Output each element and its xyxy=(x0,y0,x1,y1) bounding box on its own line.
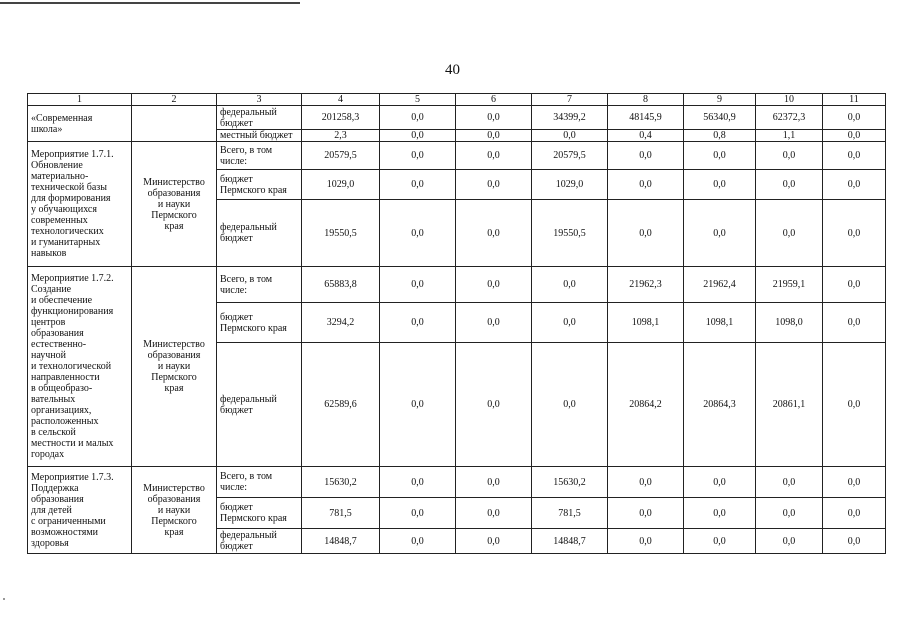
funding-source-cell: федеральный бюджет xyxy=(217,200,302,267)
value-cell: 48145,9 xyxy=(608,106,684,130)
value-cell: 0,0 xyxy=(756,170,823,200)
value-cell: 0,0 xyxy=(684,170,756,200)
value-cell: 20579,5 xyxy=(302,142,380,170)
value-cell: 0,0 xyxy=(823,303,886,343)
value-cell: 0,0 xyxy=(823,467,886,498)
value-cell: 15630,2 xyxy=(302,467,380,498)
column-number: 7 xyxy=(532,94,608,106)
value-cell: 1098,1 xyxy=(684,303,756,343)
value-cell: 0,0 xyxy=(823,267,886,303)
measure-cell: «Современная школа» xyxy=(28,106,132,142)
column-number: 2 xyxy=(132,94,217,106)
value-cell: 0,0 xyxy=(380,106,456,130)
responsible-org-cell xyxy=(132,106,217,142)
value-cell: 14848,7 xyxy=(532,529,608,554)
column-number: 11 xyxy=(823,94,886,106)
funding-source-cell: федеральный бюджет xyxy=(217,343,302,467)
column-number: 1 xyxy=(28,94,132,106)
value-cell: 65883,8 xyxy=(302,267,380,303)
value-cell: 0,0 xyxy=(532,267,608,303)
value-cell: 0,8 xyxy=(684,130,756,142)
value-cell: 3294,2 xyxy=(302,303,380,343)
scan-edge-line xyxy=(0,2,300,4)
value-cell: 781,5 xyxy=(532,498,608,529)
table-row xyxy=(28,467,886,498)
value-cell: 2,3 xyxy=(302,130,380,142)
value-cell: 62589,6 xyxy=(302,343,380,467)
value-cell: 0,0 xyxy=(380,170,456,200)
value-cell: 21962,4 xyxy=(684,267,756,303)
responsible-org-cell: Министерство образования и науки Пермского края xyxy=(132,142,217,267)
value-cell: 0,0 xyxy=(608,170,684,200)
value-cell: 20579,5 xyxy=(532,142,608,170)
responsible-org-cell: Министерство образования и науки Пермского края xyxy=(132,267,217,467)
value-cell: 781,5 xyxy=(302,498,380,529)
column-number: 10 xyxy=(756,94,823,106)
funding-source-cell: бюджет Пермского края xyxy=(217,170,302,200)
value-cell: 0,0 xyxy=(823,130,886,142)
value-cell: 0,0 xyxy=(823,529,886,554)
value-cell: 0,0 xyxy=(456,142,532,170)
value-cell: 20864,2 xyxy=(608,343,684,467)
budget-table xyxy=(27,93,886,554)
value-cell: 0,0 xyxy=(608,142,684,170)
value-cell: 0,0 xyxy=(380,267,456,303)
responsible-org-cell: Министерство образования и науки Пермского края xyxy=(132,467,217,554)
table-row xyxy=(28,142,886,170)
value-cell: 1029,0 xyxy=(302,170,380,200)
column-number: 3 xyxy=(217,94,302,106)
value-cell: 62372,3 xyxy=(756,106,823,130)
value-cell: 0,0 xyxy=(756,529,823,554)
value-cell: 0,0 xyxy=(823,170,886,200)
value-cell: 0,0 xyxy=(456,170,532,200)
value-cell: 0,0 xyxy=(823,498,886,529)
value-cell: 0,0 xyxy=(756,200,823,267)
value-cell: 0,0 xyxy=(532,303,608,343)
value-cell: 0,0 xyxy=(380,467,456,498)
value-cell: 0,0 xyxy=(823,142,886,170)
funding-source-cell: федеральный бюджет xyxy=(217,529,302,554)
value-cell: 0,0 xyxy=(456,106,532,130)
value-cell: 0,0 xyxy=(684,467,756,498)
value-cell: 0,0 xyxy=(380,303,456,343)
value-cell: 0,0 xyxy=(532,343,608,467)
value-cell: 0,0 xyxy=(756,467,823,498)
value-cell: 0,0 xyxy=(608,498,684,529)
column-number: 9 xyxy=(684,94,756,106)
value-cell: 1098,0 xyxy=(756,303,823,343)
value-cell: 0,4 xyxy=(608,130,684,142)
funding-source-cell: Всего, в том числе: xyxy=(217,267,302,303)
value-cell: 19550,5 xyxy=(532,200,608,267)
value-cell: 0,0 xyxy=(684,200,756,267)
value-cell: 0,0 xyxy=(684,498,756,529)
value-cell: 56340,9 xyxy=(684,106,756,130)
column-number: 6 xyxy=(456,94,532,106)
value-cell: 15630,2 xyxy=(532,467,608,498)
column-number: 8 xyxy=(608,94,684,106)
funding-source-cell: Всего, в том числе: xyxy=(217,142,302,170)
measure-cell: Мероприятие 1.7.2. Создание и обеспечение функционирования центров образования естественно- научной и технологической направленности в общеобразо- вательных организациях, расположенных в сельской местности и малых городах xyxy=(28,267,132,467)
column-number: 4 xyxy=(302,94,380,106)
value-cell: 0,0 xyxy=(608,529,684,554)
value-cell: 1029,0 xyxy=(532,170,608,200)
value-cell: 0,0 xyxy=(380,130,456,142)
value-cell: 0,0 xyxy=(456,200,532,267)
value-cell: 21959,1 xyxy=(756,267,823,303)
scan-speck xyxy=(3,598,5,600)
value-cell: 0,0 xyxy=(608,200,684,267)
value-cell: 20864,3 xyxy=(684,343,756,467)
value-cell: 20861,1 xyxy=(756,343,823,467)
funding-source-cell: местный бюджет xyxy=(217,130,302,142)
value-cell: 0,0 xyxy=(684,529,756,554)
funding-source-cell: Всего, в том числе: xyxy=(217,467,302,498)
value-cell: 0,0 xyxy=(756,142,823,170)
value-cell: 34399,2 xyxy=(532,106,608,130)
funding-source-cell: бюджет Пермского края xyxy=(217,303,302,343)
value-cell: 0,0 xyxy=(456,467,532,498)
value-cell: 14848,7 xyxy=(302,529,380,554)
value-cell: 1,1 xyxy=(756,130,823,142)
value-cell: 0,0 xyxy=(456,303,532,343)
value-cell: 0,0 xyxy=(532,130,608,142)
value-cell: 0,0 xyxy=(456,529,532,554)
value-cell: 0,0 xyxy=(380,529,456,554)
value-cell: 1098,1 xyxy=(608,303,684,343)
value-cell: 0,0 xyxy=(823,343,886,467)
value-cell: 0,0 xyxy=(684,142,756,170)
value-cell: 21962,3 xyxy=(608,267,684,303)
funding-source-cell: бюджет Пермского края xyxy=(217,498,302,529)
value-cell: 0,0 xyxy=(823,106,886,130)
value-cell: 0,0 xyxy=(456,498,532,529)
value-cell: 0,0 xyxy=(456,130,532,142)
value-cell: 0,0 xyxy=(380,343,456,467)
column-number: 5 xyxy=(380,94,456,106)
value-cell: 0,0 xyxy=(380,498,456,529)
measure-cell: Мероприятие 1.7.1. Обновление материально- технической базы для формирования у обучающихся современных технологических и гуманитарных навыков xyxy=(28,142,132,267)
value-cell: 0,0 xyxy=(456,267,532,303)
value-cell: 0,0 xyxy=(608,467,684,498)
page-number: 40 xyxy=(445,62,460,78)
value-cell: 19550,5 xyxy=(302,200,380,267)
value-cell: 201258,3 xyxy=(302,106,380,130)
funding-source-cell: федеральный бюджет xyxy=(217,106,302,130)
value-cell: 0,0 xyxy=(456,343,532,467)
table-row xyxy=(28,267,886,303)
value-cell: 0,0 xyxy=(823,200,886,267)
value-cell: 0,0 xyxy=(756,498,823,529)
table-row xyxy=(28,106,886,130)
column-number-row xyxy=(28,94,886,106)
value-cell: 0,0 xyxy=(380,142,456,170)
value-cell: 0,0 xyxy=(380,200,456,267)
measure-cell: Мероприятие 1.7.3. Поддержка образования для детей с ограниченными возможностями здоровья xyxy=(28,467,132,554)
